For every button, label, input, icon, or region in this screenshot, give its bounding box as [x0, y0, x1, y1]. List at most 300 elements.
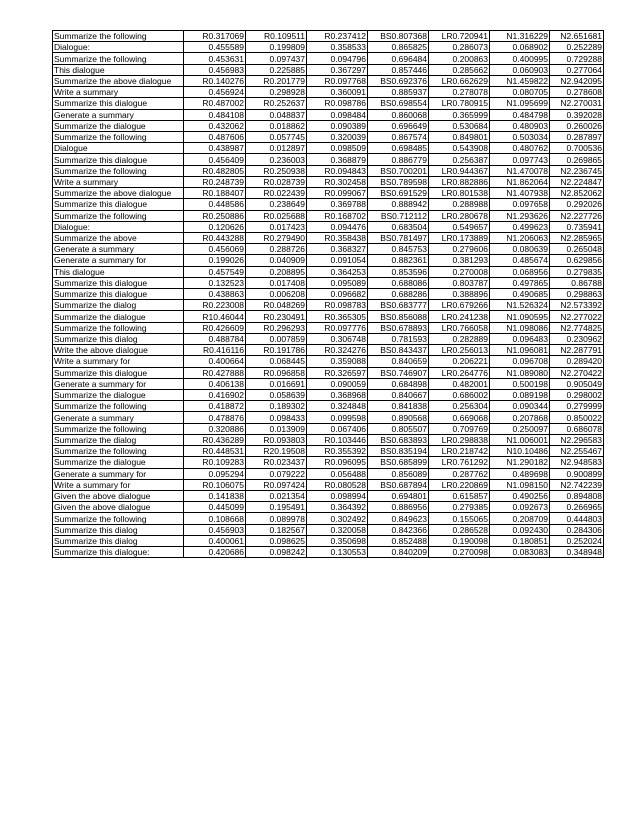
- score-cell: LR0.220869: [429, 479, 490, 490]
- prompt-cell: Summarize the dialogue: [53, 457, 184, 468]
- score-cell: 0.265048: [550, 244, 604, 255]
- score-cell: R0.028739: [246, 176, 307, 187]
- score-cell: R0.237412: [307, 31, 368, 42]
- table-row: [53, 300, 604, 311]
- score-cell: N2.255467: [550, 446, 604, 457]
- score-cell: N1.316229: [490, 31, 550, 42]
- table-row: [53, 513, 604, 524]
- score-cell: R10.46044: [184, 311, 246, 322]
- table-row: [53, 188, 604, 199]
- score-cell: N1.293626: [490, 210, 550, 221]
- score-cell: 0.080705: [490, 87, 550, 98]
- score-cell: 0.842366: [368, 524, 429, 535]
- score-cell: 0.079222: [246, 468, 307, 479]
- score-cell: 0.132523: [184, 277, 246, 288]
- table-row: [53, 221, 604, 232]
- score-cell: 0.017408: [246, 277, 307, 288]
- score-cell: 0.098625: [246, 535, 307, 546]
- score-cell: 0.392028: [550, 109, 604, 120]
- score-cell: 0.095089: [307, 277, 368, 288]
- score-cell: N2.236745: [550, 165, 604, 176]
- score-cell: 0.320886: [184, 423, 246, 434]
- score-cell: 0.890568: [368, 412, 429, 423]
- score-cell: R0.048269: [246, 300, 307, 311]
- score-cell: 0.867574: [368, 131, 429, 142]
- table-row: [53, 401, 604, 412]
- score-cell: 0.489698: [490, 468, 550, 479]
- score-cell: 0.266965: [550, 502, 604, 513]
- score-cell: 0.865825: [368, 42, 429, 53]
- score-cell: 0.199809: [246, 42, 307, 53]
- score-cell: 0.320058: [307, 524, 368, 535]
- score-cell: 0.230962: [550, 333, 604, 344]
- table-row: [53, 75, 604, 86]
- prompt-cell: Generate a summary for: [53, 468, 184, 479]
- score-cell: R0.023437: [246, 457, 307, 468]
- prompt-cell: Summarize this dialog: [53, 535, 184, 546]
- prompt-cell: Summarize this dialogue: [53, 199, 184, 210]
- score-cell: R0.094843: [307, 165, 368, 176]
- score-cell: 0.097437: [246, 53, 307, 64]
- score-cell: 0.096483: [490, 333, 550, 344]
- score-cell: 0.406138: [184, 378, 246, 389]
- score-cell: LR0.679266: [429, 300, 490, 311]
- score-cell: N1.098086: [490, 322, 550, 333]
- score-cell: 0.852488: [368, 535, 429, 546]
- table-row: [53, 266, 604, 277]
- score-cell: LR0.241238: [429, 311, 490, 322]
- score-cell: 0.358533: [307, 42, 368, 53]
- prompt-cell: Summarize the following: [53, 53, 184, 64]
- score-cell: R0.097424: [246, 479, 307, 490]
- score-cell: N2.270422: [550, 367, 604, 378]
- score-cell: 0.288726: [246, 244, 307, 255]
- score-cell: R0.487002: [184, 98, 246, 109]
- score-cell: 0.040909: [246, 255, 307, 266]
- score-cell: 0.696649: [368, 120, 429, 131]
- score-cell: N1.098150: [490, 479, 550, 490]
- score-cell: 0.735941: [550, 221, 604, 232]
- score-cell: 0.448586: [184, 199, 246, 210]
- prompt-cell: Write a summary: [53, 87, 184, 98]
- score-cell: 0.885937: [368, 87, 429, 98]
- score-cell: R0.103446: [307, 434, 368, 445]
- score-cell: 0.278608: [550, 87, 604, 98]
- score-cell: 0.456983: [184, 64, 246, 75]
- score-cell: 0.530684: [429, 120, 490, 131]
- prompt-cell: Summarize this dialogue: [53, 277, 184, 288]
- score-cell: 0.092673: [490, 502, 550, 513]
- table-row: [53, 154, 604, 165]
- score-cell: N1.095699: [490, 98, 550, 109]
- score-cell: 0.067406: [307, 423, 368, 434]
- table-row: [53, 199, 604, 210]
- score-cell: 0.484798: [490, 109, 550, 120]
- score-cell: 0.482001: [429, 378, 490, 389]
- score-cell: 0.057745: [246, 131, 307, 142]
- score-cell: 0.840209: [368, 547, 429, 558]
- score-cell: 0.629856: [550, 255, 604, 266]
- table-row: [53, 232, 604, 243]
- score-cell: 0.120626: [184, 221, 246, 232]
- score-cell: BS0.691529: [368, 188, 429, 199]
- score-cell: 0.096708: [490, 356, 550, 367]
- score-cell: R0.080528: [307, 479, 368, 490]
- score-cell: 0.180851: [490, 535, 550, 546]
- score-cell: 0.478876: [184, 412, 246, 423]
- score-cell: 0.095294: [184, 468, 246, 479]
- score-cell: BS0.712112: [368, 210, 429, 221]
- score-cell: 0.021354: [246, 490, 307, 501]
- score-cell: 0.098242: [246, 547, 307, 558]
- table-row: [53, 87, 604, 98]
- score-cell: 0.108668: [184, 513, 246, 524]
- score-cell: 0.200863: [429, 53, 490, 64]
- score-cell: R0.098786: [307, 98, 368, 109]
- table-row: [53, 64, 604, 75]
- score-cell: 0.256304: [429, 401, 490, 412]
- score-cell: 0.190098: [429, 535, 490, 546]
- score-cell: N2.287791: [550, 345, 604, 356]
- score-cell: R0.317069: [184, 31, 246, 42]
- score-cell: 0.256387: [429, 154, 490, 165]
- score-cell: 0.368327: [307, 244, 368, 255]
- score-cell: 0.260026: [550, 120, 604, 131]
- score-cell: 0.418872: [184, 401, 246, 412]
- score-cell: 0.841838: [368, 401, 429, 412]
- score-cell: R0.188407: [184, 188, 246, 199]
- score-cell: 0.456069: [184, 244, 246, 255]
- score-cell: 0.302492: [307, 513, 368, 524]
- score-cell: 0.882361: [368, 255, 429, 266]
- score-cell: N1.006001: [490, 434, 550, 445]
- score-cell: R0.093803: [246, 434, 307, 445]
- table-row: [53, 31, 604, 42]
- score-cell: N2.270031: [550, 98, 604, 109]
- score-cell: 0.097658: [490, 199, 550, 210]
- score-cell: LR0.944367: [429, 165, 490, 176]
- score-cell: R0.096095: [307, 457, 368, 468]
- score-cell: 0.269865: [550, 154, 604, 165]
- score-cell: 0.497865: [490, 277, 550, 288]
- table-row: [53, 345, 604, 356]
- table-row: [53, 378, 604, 389]
- score-cell: N2.742239: [550, 479, 604, 490]
- score-cell: R0.324276: [307, 345, 368, 356]
- score-cell: 0.850022: [550, 412, 604, 423]
- score-cell: N2.942095: [550, 75, 604, 86]
- score-cell: R0.140276: [184, 75, 246, 86]
- score-cell: LR0.264776: [429, 367, 490, 378]
- score-cell: 0.090389: [307, 120, 368, 131]
- table-row: [53, 176, 604, 187]
- score-cell: 0.359088: [307, 356, 368, 367]
- table-row: [53, 535, 604, 546]
- score-cell: 0.090059: [307, 378, 368, 389]
- score-cell: 0.306748: [307, 333, 368, 344]
- score-cell: 0.500198: [490, 378, 550, 389]
- score-cell: 0.856089: [368, 468, 429, 479]
- score-cell: 0.684898: [368, 378, 429, 389]
- score-cell: 0.089198: [490, 390, 550, 401]
- score-cell: 0.853596: [368, 266, 429, 277]
- score-cell: 0.195491: [246, 502, 307, 513]
- score-cell: N1.407938: [490, 188, 550, 199]
- table-row: [53, 390, 604, 401]
- score-cell: LR0.662629: [429, 75, 490, 86]
- score-cell: BS0.835194: [368, 446, 429, 457]
- score-cell: R0.250886: [184, 210, 246, 221]
- score-cell: 0.068445: [246, 356, 307, 367]
- score-cell: 0.487606: [184, 131, 246, 142]
- score-cell: R0.252637: [246, 98, 307, 109]
- score-cell: 0.688286: [368, 289, 429, 300]
- score-cell: 0.456924: [184, 87, 246, 98]
- score-cell: 0.013909: [246, 423, 307, 434]
- table-row: [53, 143, 604, 154]
- score-cell: 0.155065: [429, 513, 490, 524]
- prompt-cell: Generate a summary: [53, 109, 184, 120]
- score-cell: R0.416116: [184, 345, 246, 356]
- score-cell: 0.016691: [246, 378, 307, 389]
- score-cell: N1.526324: [490, 300, 550, 311]
- table-row: [53, 109, 604, 120]
- score-cell: 0.888942: [368, 199, 429, 210]
- score-cell: 0.279385: [429, 502, 490, 513]
- score-cell: 0.324848: [307, 401, 368, 412]
- score-cell: 0.840659: [368, 356, 429, 367]
- score-cell: N2.227726: [550, 210, 604, 221]
- score-cell: 0.199026: [184, 255, 246, 266]
- prompt-cell: Write the above dialogue: [53, 345, 184, 356]
- score-cell: 0.698485: [368, 143, 429, 154]
- score-cell: R0.426609: [184, 322, 246, 333]
- score-cell: N1.206063: [490, 232, 550, 243]
- table-row: [53, 367, 604, 378]
- score-cell: 0.048837: [246, 109, 307, 120]
- score-cell: BS0.678893: [368, 322, 429, 333]
- prompt-cell: Summarize the following: [53, 446, 184, 457]
- score-cell: N2.774825: [550, 322, 604, 333]
- score-cell: 0.298002: [550, 390, 604, 401]
- score-cell: 0.364253: [307, 266, 368, 277]
- score-cell: 0.208709: [490, 513, 550, 524]
- score-cell: R0.201779: [246, 75, 307, 86]
- score-cell: 0.012897: [246, 143, 307, 154]
- score-cell: 0.236003: [246, 154, 307, 165]
- table-body: [53, 31, 604, 558]
- score-cell: 0.499623: [490, 221, 550, 232]
- score-cell: 0.130553: [307, 547, 368, 558]
- prompt-cell: Given the above dialogue: [53, 490, 184, 501]
- score-cell: R0.355392: [307, 446, 368, 457]
- score-cell: 0.696484: [368, 53, 429, 64]
- score-cell: 0.694801: [368, 490, 429, 501]
- prompt-cell: Summarize the dialogue: [53, 120, 184, 131]
- prompt-cell: Summarize the above: [53, 232, 184, 243]
- score-cell: 0.141838: [184, 490, 246, 501]
- score-cell: R0.436289: [184, 434, 246, 445]
- score-cell: R0.106075: [184, 479, 246, 490]
- score-cell: 0.279999: [550, 401, 604, 412]
- score-cell: R0.025688: [246, 210, 307, 221]
- score-cell: BS0.687894: [368, 479, 429, 490]
- score-cell: 0.700536: [550, 143, 604, 154]
- prompt-cell: Dialogue:: [53, 42, 184, 53]
- score-cell: 0.900899: [550, 468, 604, 479]
- score-cell: 0.905049: [550, 378, 604, 389]
- score-cell: R0.022439: [246, 188, 307, 199]
- score-cell: 0.096682: [307, 289, 368, 300]
- score-cell: 0.270008: [429, 266, 490, 277]
- score-cell: 0.445099: [184, 502, 246, 513]
- prompt-cell: Write a summary: [53, 176, 184, 187]
- score-cell: 0.056488: [307, 468, 368, 479]
- score-cell: 0.400664: [184, 356, 246, 367]
- table-row: [53, 490, 604, 501]
- score-cell: 0.490685: [490, 289, 550, 300]
- score-cell: 0.805507: [368, 423, 429, 434]
- score-cell: 0.284306: [550, 524, 604, 535]
- score-cell: R0.358438: [307, 232, 368, 243]
- score-cell: BS0.698554: [368, 98, 429, 109]
- score-cell: LR0.280678: [429, 210, 490, 221]
- score-cell: BS0.781497: [368, 232, 429, 243]
- score-cell: LR0.801538: [429, 188, 490, 199]
- score-cell: 0.365999: [429, 109, 490, 120]
- score-cell: 0.615857: [429, 490, 490, 501]
- score-cell: 0.238649: [246, 199, 307, 210]
- score-cell: N2.948583: [550, 457, 604, 468]
- score-cell: R0.191786: [246, 345, 307, 356]
- prompt-cell: Summarize this dialogue: [53, 367, 184, 378]
- prompt-cell: Generate a summary: [53, 244, 184, 255]
- score-cell: 0.287762: [429, 468, 490, 479]
- table-row: [53, 165, 604, 176]
- score-cell: N2.651681: [550, 31, 604, 42]
- table-row: [53, 244, 604, 255]
- score-cell: 0.252289: [550, 42, 604, 53]
- score-cell: 0.453631: [184, 53, 246, 64]
- prompt-cell: Summarize the dialog: [53, 300, 184, 311]
- table-row: [53, 333, 604, 344]
- score-cell: 0.416902: [184, 390, 246, 401]
- score-cell: 0.098509: [307, 143, 368, 154]
- score-cell: 0.207868: [490, 412, 550, 423]
- table-row: [53, 468, 604, 479]
- table-row: [53, 356, 604, 367]
- table-row: [53, 42, 604, 53]
- score-cell: 0.250097: [490, 423, 550, 434]
- score-cell: 0.360091: [307, 87, 368, 98]
- table-row: [53, 434, 604, 445]
- score-cell: 0.860068: [368, 109, 429, 120]
- score-cell: N2.277022: [550, 311, 604, 322]
- score-cell: 0.278078: [429, 87, 490, 98]
- score-cell: R0.223008: [184, 300, 246, 311]
- score-cell: R0.097776: [307, 322, 368, 333]
- score-cell: 0.279835: [550, 266, 604, 277]
- table-row: [53, 547, 604, 558]
- prompt-cell: This dialogue: [53, 64, 184, 75]
- prompt-cell: Write a summary for: [53, 479, 184, 490]
- score-cell: BS0.692376: [368, 75, 429, 86]
- score-cell: R0.326597: [307, 367, 368, 378]
- score-cell: 0.369788: [307, 199, 368, 210]
- table-row: [53, 524, 604, 535]
- score-cell: LR0.780915: [429, 98, 490, 109]
- score-cell: 0.488784: [184, 333, 246, 344]
- score-cell: R0.248739: [184, 176, 246, 187]
- score-cell: 0.090344: [490, 401, 550, 412]
- prompt-cell: Summarize this dialogue: [53, 289, 184, 300]
- score-cell: 0.287897: [550, 131, 604, 142]
- prompt-cell: Summarize the following: [53, 210, 184, 221]
- prompt-cell: Summarize this dialogue: [53, 154, 184, 165]
- data-table: [52, 30, 604, 558]
- table-row: [53, 255, 604, 266]
- prompt-cell: Summarize the following: [53, 513, 184, 524]
- score-cell: 0.803787: [429, 277, 490, 288]
- table-row: [53, 457, 604, 468]
- score-cell: LR0.761292: [429, 457, 490, 468]
- score-cell: N2.224847: [550, 176, 604, 187]
- score-cell: 0.388896: [429, 289, 490, 300]
- score-cell: 0.320039: [307, 131, 368, 142]
- score-cell: 0.189302: [246, 401, 307, 412]
- score-cell: R0.448531: [184, 446, 246, 457]
- score-cell: 0.849801: [429, 131, 490, 142]
- score-cell: 0.277064: [550, 64, 604, 75]
- score-cell: 0.298863: [550, 289, 604, 300]
- score-cell: 0.097743: [490, 154, 550, 165]
- score-cell: 0.348948: [550, 547, 604, 558]
- score-cell: 0.206221: [429, 356, 490, 367]
- score-cell: 0.094796: [307, 53, 368, 64]
- score-cell: 0.480762: [490, 143, 550, 154]
- prompt-cell: Write a summary for: [53, 356, 184, 367]
- score-cell: 0.709769: [429, 423, 490, 434]
- score-cell: LR0.720941: [429, 31, 490, 42]
- score-cell: 0.503034: [490, 131, 550, 142]
- score-cell: N1.290182: [490, 457, 550, 468]
- score-cell: 0.456903: [184, 524, 246, 535]
- score-cell: N2.573392: [550, 300, 604, 311]
- table-row: [53, 322, 604, 333]
- score-cell: N1.090595: [490, 311, 550, 322]
- score-cell: 0.288988: [429, 199, 490, 210]
- score-cell: 0.86788: [550, 277, 604, 288]
- score-cell: 0.350698: [307, 535, 368, 546]
- prompt-cell: Summarize the following: [53, 401, 184, 412]
- score-cell: 0.094476: [307, 221, 368, 232]
- table-row: [53, 412, 604, 423]
- score-cell: 0.083083: [490, 547, 550, 558]
- score-cell: 0.438987: [184, 143, 246, 154]
- score-cell: 0.099598: [307, 412, 368, 423]
- score-cell: R0.279490: [246, 232, 307, 243]
- score-cell: 0.849623: [368, 513, 429, 524]
- table-row: [53, 53, 604, 64]
- score-cell: R0.098783: [307, 300, 368, 311]
- score-cell: LR0.173889: [429, 232, 490, 243]
- score-cell: R0.099067: [307, 188, 368, 199]
- score-cell: 0.729288: [550, 53, 604, 64]
- score-cell: 0.886779: [368, 154, 429, 165]
- table-row: [53, 98, 604, 109]
- score-cell: 0.017423: [246, 221, 307, 232]
- score-cell: 0.368879: [307, 154, 368, 165]
